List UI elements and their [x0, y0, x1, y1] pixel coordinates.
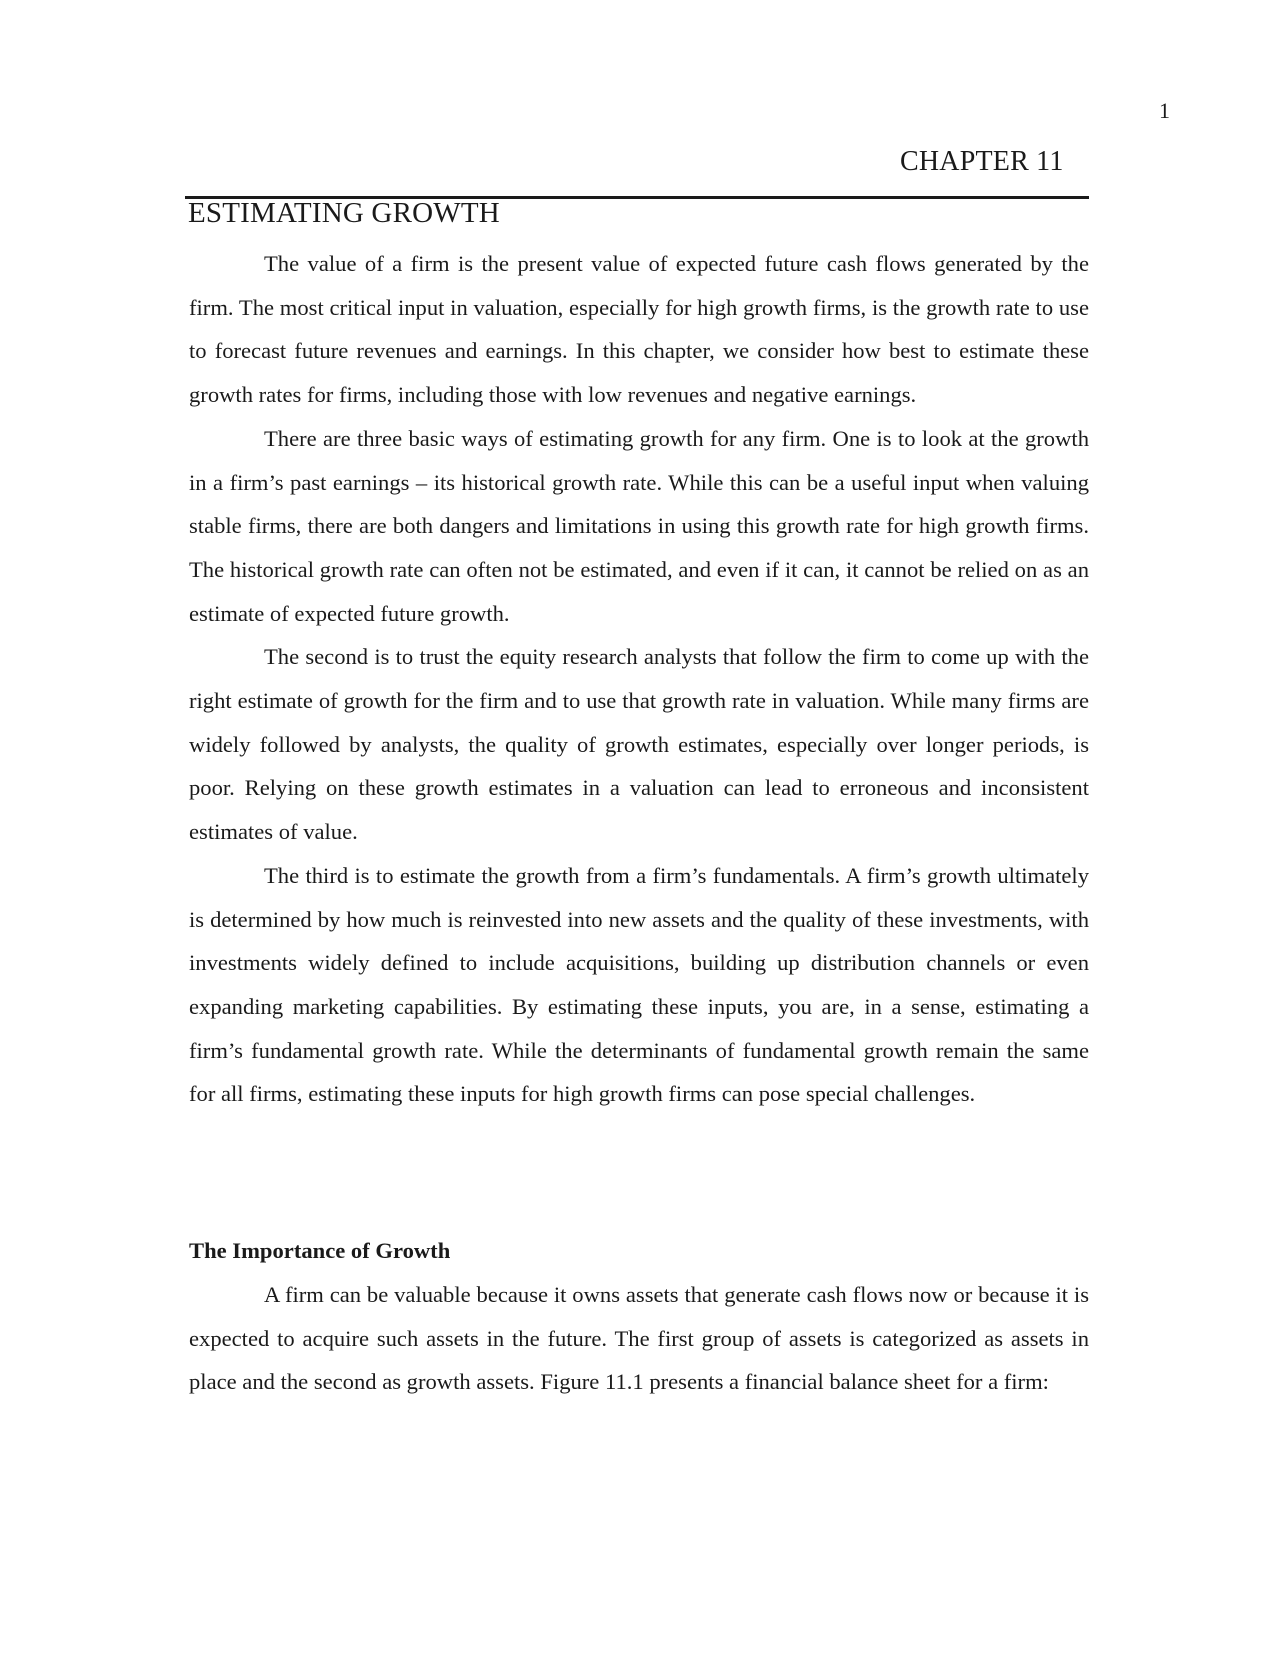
chapter-label: CHAPTER 11	[900, 146, 1064, 177]
paragraph: A firm can be valuable because it owns assets that generate cash flows now or because it is expected to acquire such assets in the future. The first group of assets is categorized as assets in place and the second as growth assets. Figure 11.1 presents a financial balance sheet for a firm:	[189, 1282, 1089, 1395]
chapter-title: ESTIMATING GROWTH	[188, 197, 500, 229]
section-heading: The Importance of Growth	[189, 1238, 451, 1263]
paragraph: There are three basic ways of estimating growth for any firm. One is to look at the growth in a firm’s past earnings – its historical growth rate. While this can be a useful input when valuing stable firms, there are both dangers and limitations in using this growth rate for high growth firms. The historical growth rate can often not be estimated, and even if it can, it cannot be relied on as an estimate of expected future growth.	[189, 425, 1089, 626]
intro-body	[189, 242, 1089, 1116]
paragraph: The second is to trust the equity research analysts that follow the firm to come up with the right estimate of growth for the firm and to use that growth rate in valuation. While many firms are widely followed by analysts, the quality of growth estimates, especially over longer periods, is poor. Relying on these growth estimates in a valuation can lead to erroneous and inconsistent estimates of value.	[189, 644, 1089, 845]
page-number: 1	[1159, 98, 1170, 123]
section-body	[189, 1273, 1089, 1404]
paragraph: The third is to estimate the growth from a firm’s fundamentals. A firm’s growth ultimately is determined by how much is reinvested into new assets and the quality of these investments, with investments widely defined to include acquisitions, building up distribution channels or even expanding marketing capabilities. By estimating these inputs, you are, in a sense, estimating a firm’s fundamental growth rate. While the determinants of fundamental growth remain the same for all firms, estimating these inputs for high growth firms can pose special challenges.	[189, 862, 1089, 1107]
paragraph: The value of a firm is the present value of expected future cash flows generated by the firm. The most critical input in valuation, especially for high growth firms, is the growth rate to use to forecast future revenues and earnings. In this chapter, we consider how best to estimate these growth rates for firms, including those with low revenues and negative earnings.	[189, 251, 1089, 408]
